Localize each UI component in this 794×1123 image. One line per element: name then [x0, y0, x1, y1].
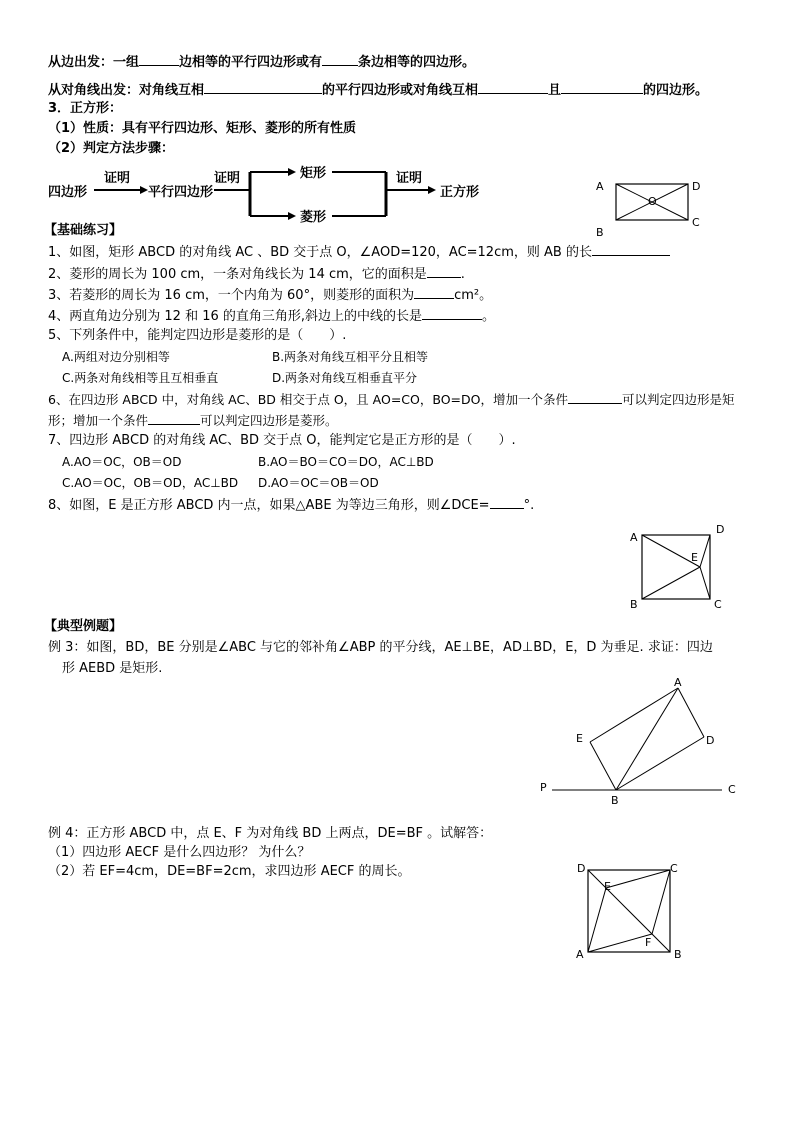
label-E: E	[604, 880, 611, 893]
example-3-line-2: 形 AEBD 是矩形.	[62, 661, 163, 676]
q5-option-a[interactable]: A.两组对边分别相等	[62, 350, 170, 364]
rhombus-criteria-diagonals: 从对角线出发：对角线互相 的平行四边形或对角线互相 且 的四边形。	[48, 80, 708, 100]
label-A: A	[596, 180, 604, 193]
label-D: D	[706, 734, 715, 747]
q7-option-a[interactable]: A.AO＝OC，OB＝OD	[62, 455, 182, 469]
segment-cf	[652, 870, 670, 934]
example-4-line-3: （2）若 EF=4cm，DE=BF=2cm，求四边形 AECF 的周长。	[48, 864, 411, 879]
flow-proof-1: 证明	[104, 171, 131, 186]
segment-fa	[588, 934, 652, 952]
question-6-line-1: 6、在四边形 ABCD 中，对角线 AC、BD 相交于点 O，且 AO=CO，BO=DO，增加一个条件 可以判定四边形是矩	[48, 392, 735, 407]
question-1: 1、如图，矩形 ABCD 的对角线 AC 、BD 交于点 O，∠AOD=120，AC=12cm，则 AB 的长	[48, 242, 670, 262]
label-P: P	[540, 781, 547, 794]
q5-option-d[interactable]: D.两条对角线互相垂直平分	[272, 371, 418, 385]
example-4-line-1: 例 4：正方形 ABCD 中，点 E、F 为对角线 BD 上两点，DE=BF 。试解答：	[48, 826, 493, 841]
flow-lower: 菱形	[300, 210, 327, 225]
example-4-line-2: （1）四边形 AECF 是什么四边形？ 为什么？	[48, 845, 311, 860]
q7-option-d[interactable]: D.AO＝OC＝OB＝OD	[258, 476, 379, 490]
label-E: E	[691, 551, 698, 564]
label-B: B	[611, 794, 619, 807]
label-C: C	[670, 862, 678, 875]
rhombus-criteria-sides: 从边出发：一组 边相等的平行四边形或有 条边相等的四边形。	[48, 52, 475, 72]
label-C: C	[692, 216, 700, 229]
flow-proof-3: 证明	[396, 171, 423, 186]
label-D: D	[716, 523, 725, 536]
q7-option-c[interactable]: C.AO＝OC，OB＝OD，AC⊥BD	[62, 476, 239, 490]
square-criteria-heading: （2）判定方法步骤：	[48, 141, 175, 156]
question-8: 8、如图，E 是正方形 ABCD 内一点，如果△ABE 为等边三角形，则∠DCE= °.	[48, 495, 534, 515]
flow-upper: 矩形	[300, 166, 327, 181]
segment-ae	[588, 888, 606, 952]
label-E: E	[576, 732, 583, 745]
label-D: D	[577, 862, 586, 875]
flow-end: 正方形	[440, 185, 480, 200]
square-properties: （1）性质：具有平行四边形、矩形、菱形的所有性质	[48, 121, 357, 136]
question-7: 7、四边形 ABCD 的对角线 AC、BD 交于点 O，能判定它是正方形的是（ ）.	[48, 433, 516, 448]
question-5: 5、下列条件中，能判定四边形是菱形的是（ ）.	[48, 328, 347, 343]
label-A: A	[674, 676, 682, 689]
flow-proof-2: 证明	[214, 171, 241, 186]
label-F: F	[645, 936, 652, 949]
label-C: C	[714, 598, 722, 611]
label-D: D	[692, 180, 701, 193]
section-heading-basic: 【基础练习】	[44, 223, 123, 238]
label-B: B	[596, 226, 604, 239]
question-4: 4、两直角边分别为 12 和 16 的直角三角形,斜边上的中线的长是 。	[48, 306, 495, 326]
flow-start: 四边形	[48, 185, 88, 200]
segment-ec	[606, 870, 670, 888]
example-3-line-1: 例 3：如图，BD，BE 分别是∠ABC 与它的邻补角∠ABP 的平分线，AE⊥BE，AD⊥BD，E，D 为垂足. 求证：四边	[48, 640, 713, 655]
label-A: A	[576, 948, 584, 961]
q5-option-c[interactable]: C.两条对角线相等且互相垂直	[62, 371, 219, 385]
q5-option-b[interactable]: B.两条对角线互相平分且相等	[272, 350, 429, 364]
flow-mid: 平行四边形	[148, 185, 214, 200]
label-B: B	[674, 948, 682, 961]
label-C: C	[728, 783, 736, 796]
diagonal-bd	[588, 870, 670, 952]
label-A: A	[630, 531, 638, 544]
question-2: 2、菱形的周长为 100 cm，一条对角线长为 14 cm，它的面积是 .	[48, 264, 465, 284]
section-heading-examples: 【典型例题】	[44, 619, 123, 634]
q7-option-b[interactable]: B.AO＝BO＝CO＝DO，AC⊥BD	[258, 455, 434, 469]
label-O: O	[648, 195, 657, 208]
label-B: B	[630, 598, 638, 611]
section-title-square: 3．正方形：	[48, 101, 123, 116]
question-6-line-2: 形；增加一个条件 可以判定四边形是菱形。	[48, 413, 338, 428]
question-3: 3、若菱形的周长为 16 cm，一个内角为 60°，则菱形的面积为 cm²。	[48, 285, 492, 305]
